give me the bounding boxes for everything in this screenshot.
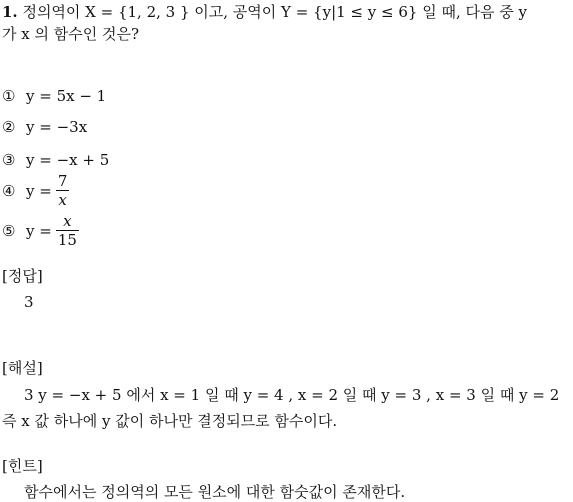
option-mark-4: ④ — [2, 181, 16, 200]
question-text-1: 정의역이 X = {1, 2, 3 } 이고, 공역이 Y = {y|1 ≤ y ≤ 6} 일 때, 다음 중 y — [22, 3, 527, 21]
answer-value: 3 — [24, 293, 34, 311]
option-3[interactable] — [2, 151, 109, 169]
option-mark-2: ② — [2, 118, 16, 136]
option-text-3: y = −x + 5 — [26, 151, 110, 169]
option-5[interactable] — [2, 212, 79, 249]
answer-heading: [정답] — [2, 267, 43, 285]
option-2[interactable] — [2, 118, 87, 136]
option-prefix-4: y = — [26, 181, 52, 200]
option-1[interactable] — [2, 87, 106, 105]
hint-text: 함수에서는 정의역의 모든 원소에 대한 함숫값이 존재한다. — [24, 483, 406, 501]
option-prefix-5: y = — [26, 221, 52, 240]
question-text-2: 가 x 의 함수인 것은? — [2, 25, 140, 43]
option-mark-5: ⑤ — [2, 221, 16, 240]
option-mark-3: ③ — [2, 151, 16, 169]
fraction-4 — [56, 172, 70, 209]
question-line-1 — [2, 2, 527, 22]
numerator-5: x — [63, 212, 72, 230]
fraction-5 — [56, 212, 79, 249]
question-number: 1. — [2, 3, 18, 21]
question-line-2 — [2, 24, 139, 44]
option-text-2: y = −3x — [26, 118, 88, 136]
explanation-line-2: 즉 x 값 하나에 y 값이 하나만 결정되므로 함수이다. — [2, 412, 338, 430]
explanation-line-1: 3 y = −x + 5 에서 x = 1 일 때 y = 4 , x = 2 일 때 y = 3 , x = 3 일 때 y = 2 — [24, 386, 560, 404]
option-text-1: y = 5x − 1 — [26, 87, 107, 105]
hint-heading: [힌트] — [2, 457, 43, 475]
option-4[interactable] — [2, 172, 69, 209]
denominator-5: 15 — [57, 231, 77, 249]
numerator-4: 7 — [57, 172, 68, 190]
explanation-heading: [해설] — [2, 359, 43, 377]
option-mark-1: ① — [2, 87, 16, 105]
denominator-4: x — [58, 191, 67, 209]
